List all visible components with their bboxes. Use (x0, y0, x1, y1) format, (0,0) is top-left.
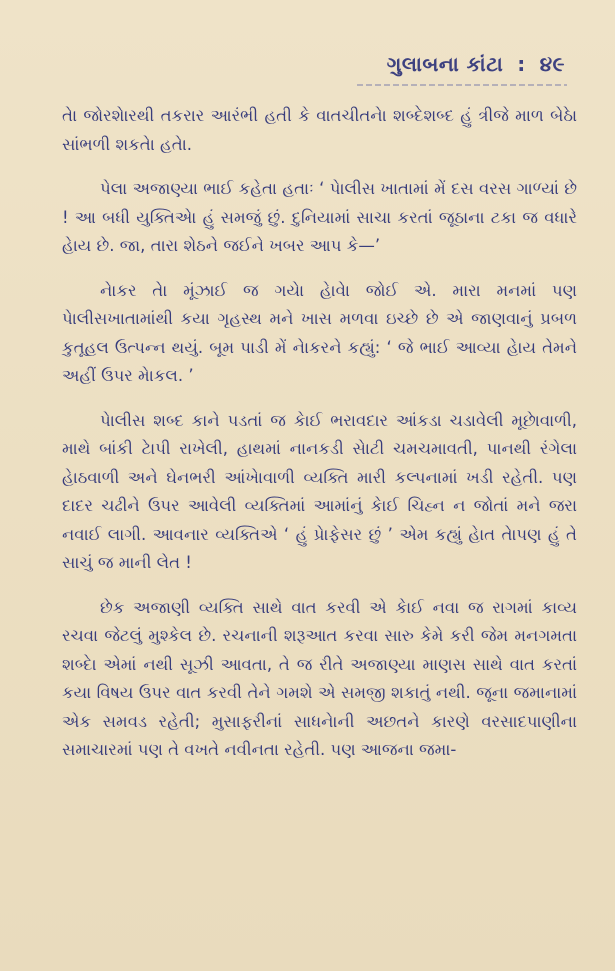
paragraph: તેા જોરશેારથી તકરાર આરંભી હતી કે વાતચીતનેા શબ્દેશબ્દ હું ત્રીજે માળ બેઠેા સાંભળી શકતેા હતેા. (62, 106, 577, 154)
body-text (62, 102, 577, 765)
paragraph: નેાકર તેા મૂંઝાઈ જ ગયેા હેાવેા જોઈ એ. મારા મનમાં પણ પેાલીસખાતામાંથી કયા ગૃહસ્થ મને ખાસ મળવા ઇચ્છે છે એ જાણવાનું પ્રબળ કુતૂહલ ઉત્પન્ન થયું. બૂમ પાડી મેં નેાકરને કહ્યું: ‘ જે ભાઈ આવ્યા હેાય તેમને અહીં ઉપર મેાકલ. ’ (62, 280, 577, 385)
paragraph: છેક અજાણી વ્યક્તિ સાથે વાત કરવી એ કેાઈ નવા જ રાગમાં કાવ્ય રચવા જેટલું મુશ્કેલ છે. રચનાની શરૂઆત કરવા સારુ કેમે કરી જેમ મનગમતા શબ્દેા એમાં નથી સૂઝી આવતા, તે જ રીતે અજાણ્યા માણસ સાથે વાત કરતાં કયા વિષય ઉપર વાત કરવી તેને ગમશે એ સમજી શકાતું નથી. જૂના જમાનામાં એક સમવડ રહેતી; મુસાફરીનાં સાધનેાની અછતને કારણે વરસાદપાણીના સમાચારમાં પણ તે વખતે નવીનતા રહેતી. પણ આજના જમા- (62, 597, 577, 759)
header-rule (357, 82, 567, 88)
header-separator: : (517, 52, 526, 76)
paragraph: પેાલીસ શબ્દ કાને પડતાં જ કેાઈ ભરાવદાર આંકડા ચડાવેલી મૂછેાવાળી, માથે બાંકી ટેાપી રાખેલી, હાથમાં નાનકડી સેાટી ચમચમાવતી, પાનથી રંગેલા હેાઠવાળી અને ઘેનભરી આંખેાવાળી વ્યક્તિ મારી કલ્પનામાં ખડી રહેતી. પણ દાદર ચઢીને ઉપર આવેલી વ્યક્તિમાં આમાંનું કેાઈ ચિહ્ન ન જોતાં મને જરા નવાઈ લાગી. આવનાર વ્યક્તિએ ‘ હું પ્રેાફેસર છું ’ એમ કહ્યું હેાત તેાપણ હું તે સાચું જ માની લેત ! (62, 410, 577, 572)
running-header (62, 52, 565, 76)
page-number: ૪૯ (539, 52, 565, 76)
paragraph: પેલા અજાણ્યા ભાઈ કહેતા હતાઃ ‘ પેાલીસ ખાતામાં મેં દસ વરસ ગાળ્યાં છે ! આ બધી યુક્તિએા હું સમજું છું. દુનિયામાં સાચા કરતાં જૂઠાના ટકા જ વધારે હેાય છે. જા, તારા શેઠને જઈને ખબર આપ કે—’ (62, 179, 577, 255)
chapter-title: ગુલાબના કાંટા (386, 52, 504, 76)
